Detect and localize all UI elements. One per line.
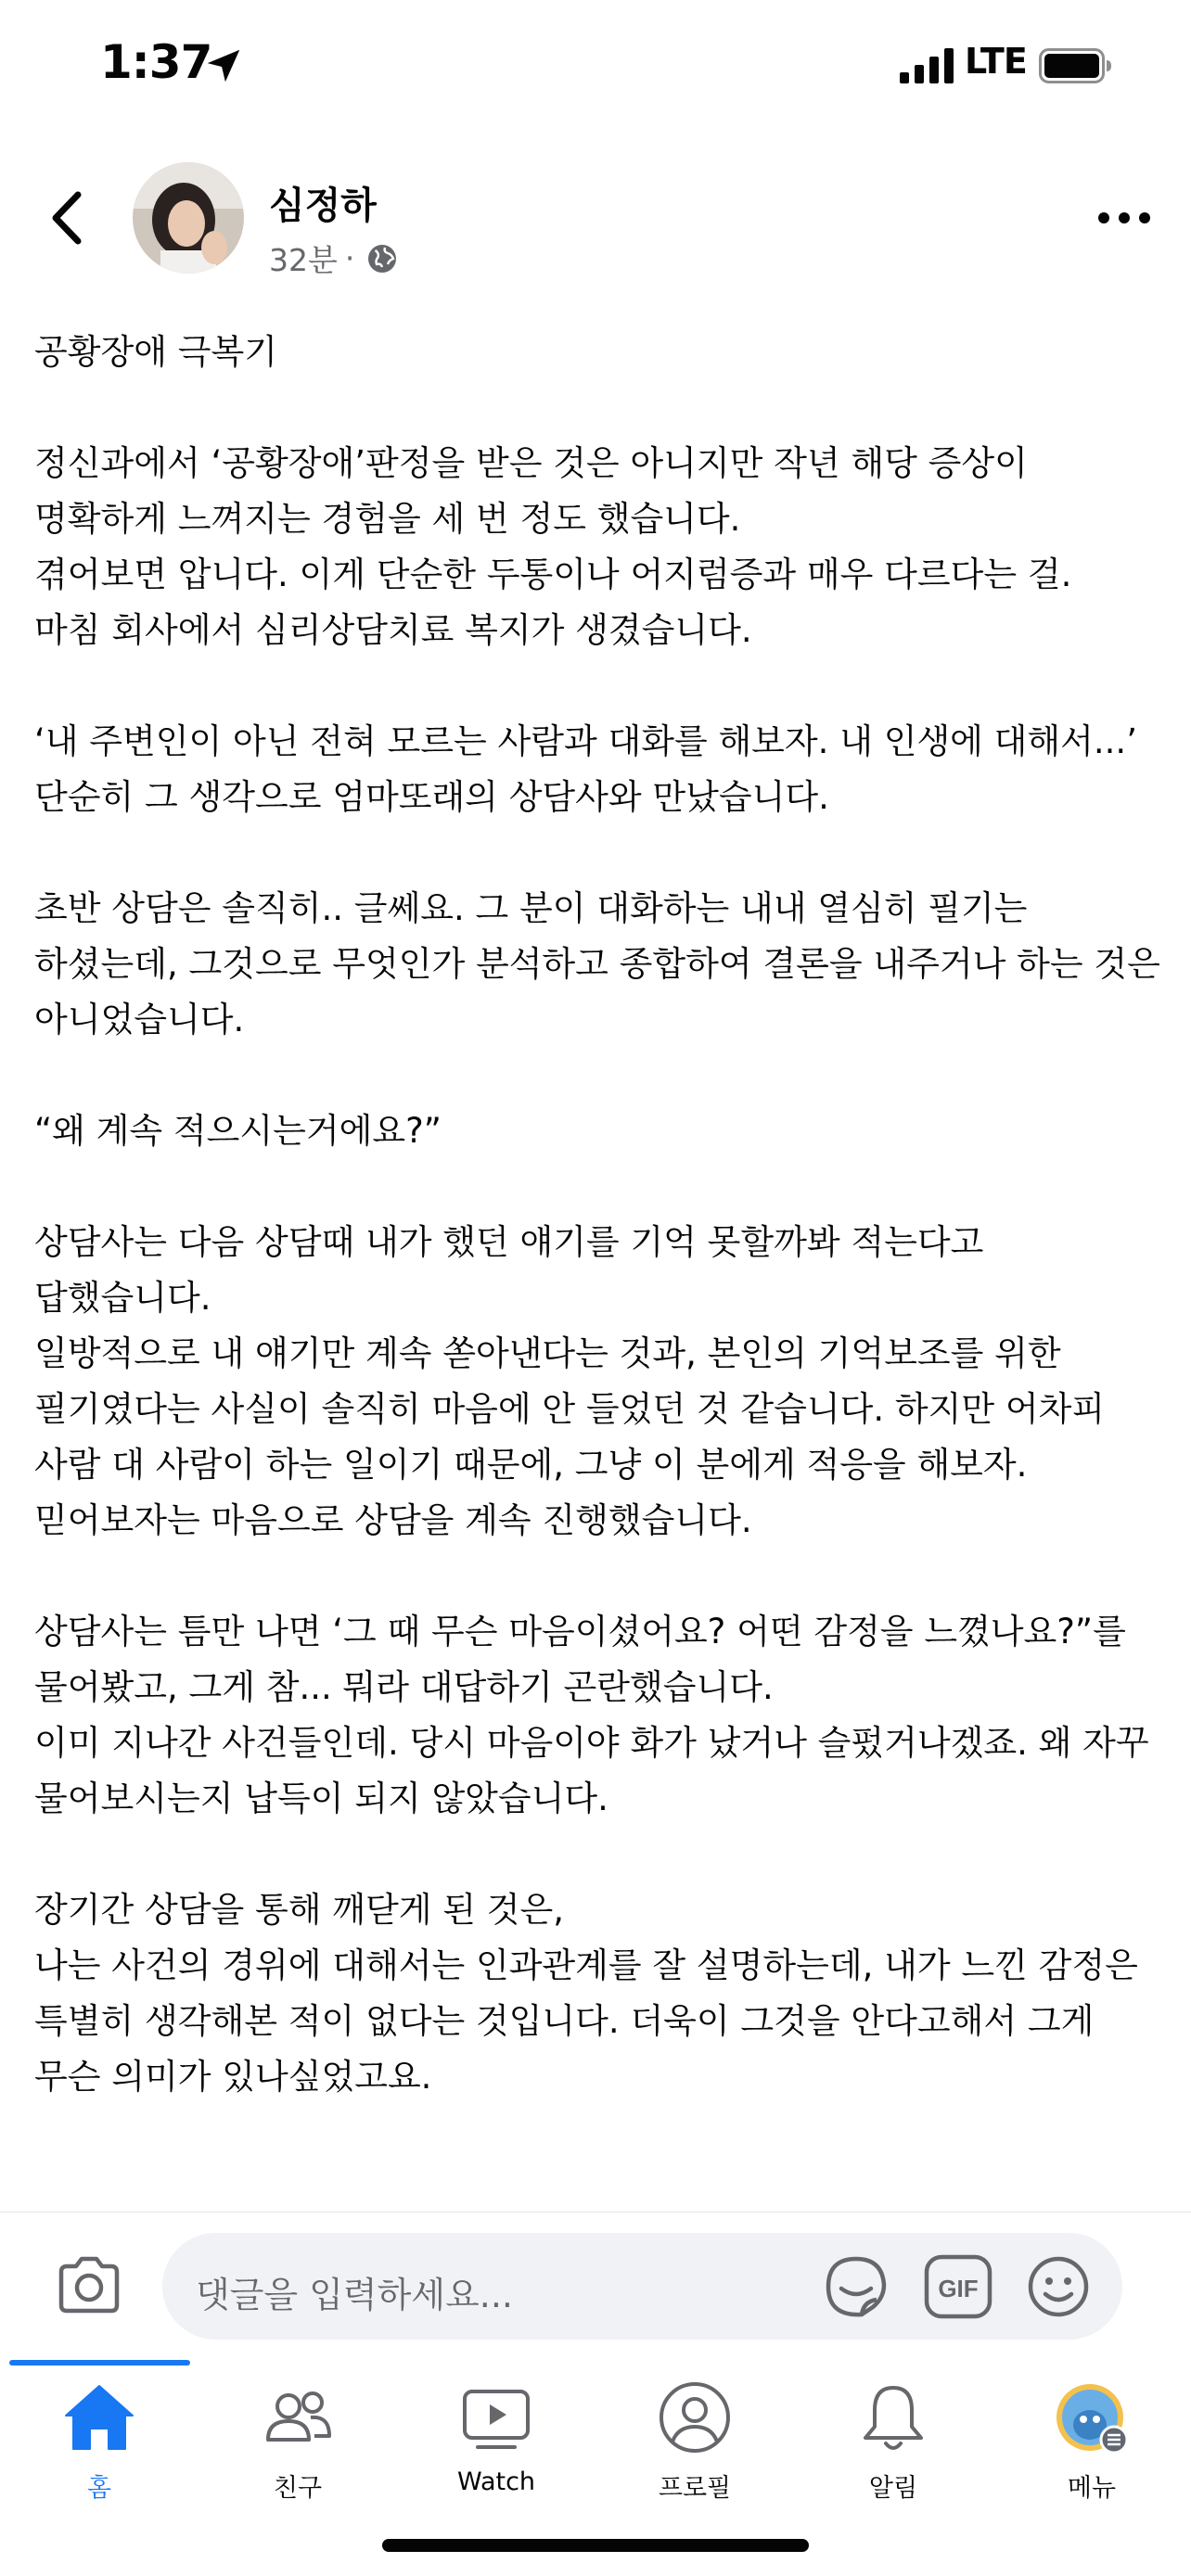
signal-icon [900,48,955,83]
tab-label-home: 홈 [86,2474,112,2503]
tab-label-friends: 친구 [273,2474,323,2503]
gif-label: GIF [938,2275,979,2302]
post-paragraph: 초반 상담은 솔직히.. 글쎄요. 그 분이 대화하는 내내 열심히 필기는 하셨는데, 그것으로 무엇인가 분석하고 종합하여 결론을 내주거나 하는 것은 아니었습니다. [34,888,1160,1039]
comment-bar [0,2212,1191,2361]
tab-home[interactable] [0,2378,198,2518]
emoji-icon[interactable] [1023,2251,1094,2322]
location-arrow-icon [202,45,245,87]
gif-icon [923,2253,993,2320]
tab-menu[interactable] [992,2378,1191,2518]
sticker-icon[interactable] [821,2251,891,2322]
gif-button[interactable] [923,2253,993,2320]
status-time: 1:37 [100,35,212,89]
menu-avatar-icon [1053,2378,1131,2456]
comment-placeholder: 댓글을 입력하세요... [196,2275,513,2315]
camera-icon[interactable] [54,2250,124,2320]
more-options-icon[interactable] [1095,199,1154,236]
status-bar [0,0,1191,134]
home-indicator [382,2539,809,2552]
watch-icon [457,2378,535,2456]
tab-label-profile: 프로필 [658,2474,732,2503]
tab-label-notifications: 알림 [868,2474,918,2503]
tab-profile[interactable] [596,2378,794,2518]
tab-friends[interactable] [198,2378,397,2518]
back-button[interactable] [39,185,95,250]
globe-icon [365,242,399,275]
active-tab-indicator [9,2360,190,2366]
author-name[interactable]: 심정하 [269,185,377,227]
post-body [34,325,1161,2161]
tab-watch[interactable] [397,2378,596,2518]
post-paragraph: ‘내 주변인이 아닌 전혀 모르는 사람과 대화를 해보자. 내 인생에 대해서...’ 단순히 그 생각으로 엄마또래의 상담사와 만났습니다. [34,721,1137,817]
post-paragraph: 상담사는 틈만 나면 ‘그 때 무슨 마음이셨어요? 어떤 감정을 느꼈나요?”를 물어봤고, 그게 참... 뭐라 대답하기 곤란했습니다. 이미 지나간 사건들인데. 당시 마음이야 화가 났거나 슬펐거나겠죠. 왜 자꾸 물어보시는지 납득이 되지 않았습니다. [34,1612,1149,1818]
post-paragraph: 장기간 상담을 통해 깨닫게 된 것은, 나는 사건의 경위에 대해서는 인과관계를 잘 설명하는데, 내가 느낀 감정은 특별히 생각해본 적이 없다는 것입니다. 더욱이 그것을 안다고해서 그게 무슨 의미가 있나싶었고요. [34,1890,1138,2097]
post-time: 32분 [269,242,338,278]
friends-icon [259,2378,337,2456]
comment-input[interactable] [162,2233,1122,2340]
tab-label-watch: Watch [456,2468,536,2496]
bell-icon [854,2378,932,2456]
author-avatar[interactable] [133,162,244,274]
tab-notifications[interactable] [794,2378,992,2518]
profile-icon [656,2378,734,2456]
post-paragraph: 정신과에서 ‘공황장애’판정을 받은 것은 아니지만 작년 해당 증상이 명확하게 느껴지는 경험을 세 번 정도 했습니다. 겪어보면 압니다. 이게 단순한 두통이나 어지럼증과 매우 다르다는 걸. 마침 회사에서 심리상담치료 복지가 생겼습니다. [34,443,1072,650]
network-label: LTE [965,41,1027,82]
battery-icon [1039,48,1113,83]
avatar-image [133,162,244,274]
tab-label-menu: 메뉴 [1067,2474,1117,2503]
post-paragraph: 상담사는 다음 상담때 내가 했던 얘기를 기억 못할까봐 적는다고 답했습니다. 일방적으로 내 얘기만 계속 쏟아낸다는 것과, 본인의 기억보조를 위한 필기였다는 사실이 솔직히 마음에 안 들었던 것 같습니다. 하지만 어차피 사람 대 사람이 하는 일이기 때문에, 그냥 이 분에게 적응을 해보자. 믿어보자는 마음으로 상담을 계속 진행했습니다. [34,1222,1106,1540]
post-paragraph-title: 공황장애 극복기 [34,332,277,372]
meta-separator: · [344,240,355,276]
post-paragraph: “왜 계속 적으시는거에요?” [34,1111,442,1151]
post-meta [269,236,399,280]
home-icon [60,2378,138,2456]
